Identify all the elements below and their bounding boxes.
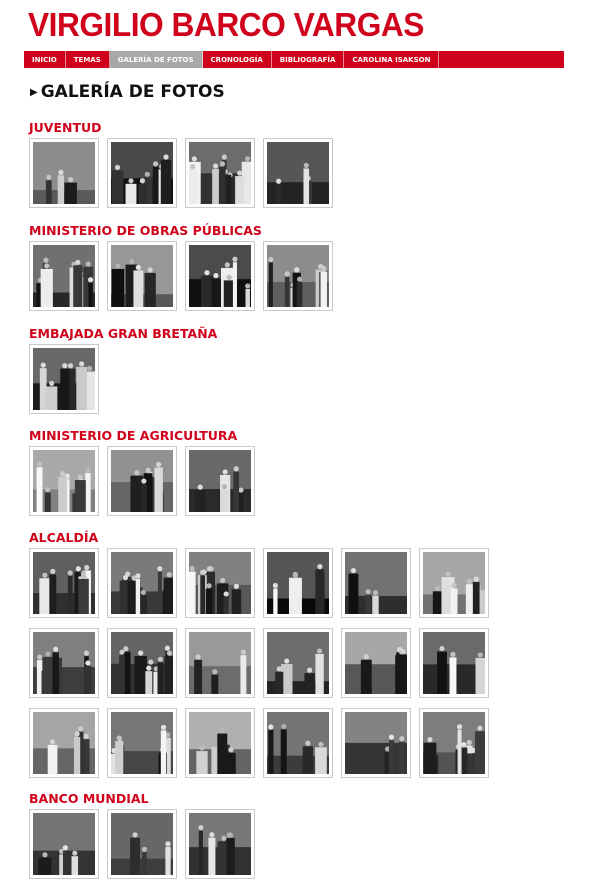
photo-image (267, 142, 329, 204)
photo-image (423, 552, 485, 614)
photo-image (267, 552, 329, 614)
photo-image (111, 813, 173, 875)
photo-thumbnail[interactable] (29, 628, 99, 698)
photo-image (33, 450, 95, 512)
photo-image (423, 712, 485, 774)
photo-thumbnail[interactable] (341, 628, 411, 698)
photo-image (33, 712, 95, 774)
photo-thumbnail[interactable] (185, 628, 255, 698)
photo-thumbnail[interactable] (419, 708, 489, 778)
photo-image (111, 712, 173, 774)
photo-thumbnail[interactable] (263, 241, 333, 311)
photo-image (33, 245, 95, 307)
photo-image (267, 712, 329, 774)
photo-image (345, 632, 407, 694)
nav-item-galeria[interactable]: GALERÍA DE FOTOS (110, 51, 203, 68)
nav-item-cronologia[interactable]: CRONOLOGÍA (203, 51, 272, 68)
nav-item-inicio[interactable]: INICIO (24, 51, 66, 68)
photo-thumbnail[interactable] (29, 708, 99, 778)
photo-thumbnail[interactable] (107, 708, 177, 778)
photo-image (111, 142, 173, 204)
photo-thumbnail[interactable] (29, 446, 99, 516)
photo-thumbnail[interactable] (29, 809, 99, 879)
photo-image (111, 632, 173, 694)
photo-image (189, 632, 251, 694)
section-title-obras-publicas: MINISTERIO DE OBRAS PÚBLICAS (29, 223, 262, 238)
photo-thumbnail[interactable] (185, 708, 255, 778)
photo-image (189, 142, 251, 204)
photo-image (33, 632, 95, 694)
photo-thumbnail[interactable] (185, 241, 255, 311)
photo-thumbnail[interactable] (185, 446, 255, 516)
photo-thumbnail[interactable] (107, 241, 177, 311)
triangle-right-icon: ▶ (30, 86, 38, 98)
photo-thumbnail[interactable] (29, 548, 99, 618)
main-navigation (24, 51, 564, 68)
nav-item-carolina-isakson[interactable]: CAROLINA ISAKSON (344, 51, 439, 68)
nav-item-temas[interactable]: TEMAS (66, 51, 110, 68)
nav-item-bibliografia[interactable]: BIBLIOGRAFÍA (272, 51, 345, 68)
page-heading-text: GALERÍA DE FOTOS (40, 82, 225, 102)
photo-image (33, 348, 95, 410)
photo-image (189, 450, 251, 512)
photo-thumbnail[interactable] (29, 138, 99, 208)
photo-thumbnail[interactable] (419, 628, 489, 698)
photo-thumbnail[interactable] (107, 628, 177, 698)
photo-image (345, 552, 407, 614)
photo-thumbnail[interactable] (185, 548, 255, 618)
page-heading (30, 82, 225, 102)
photo-thumbnail[interactable] (107, 446, 177, 516)
photo-thumbnail[interactable] (107, 809, 177, 879)
photo-thumbnail[interactable] (29, 344, 99, 414)
photo-image (33, 142, 95, 204)
photo-image (423, 632, 485, 694)
photo-thumbnail[interactable] (29, 241, 99, 311)
photo-thumbnail[interactable] (263, 138, 333, 208)
photo-image (345, 712, 407, 774)
photo-thumbnail[interactable] (107, 548, 177, 618)
photo-image (189, 245, 251, 307)
photo-thumbnail[interactable] (419, 548, 489, 618)
photo-image (111, 552, 173, 614)
section-title-embajada: EMBAJADA GRAN BRETAÑA (29, 326, 218, 341)
section-title-agricultura: MINISTERIO DE AGRICULTURA (29, 428, 238, 443)
section-title-juventud: JUVENTUD (29, 120, 102, 135)
photo-image (111, 450, 173, 512)
photo-image (111, 245, 173, 307)
photo-thumbnail[interactable] (263, 708, 333, 778)
photo-thumbnail[interactable] (341, 548, 411, 618)
photo-thumbnail[interactable] (185, 809, 255, 879)
photo-thumbnail[interactable] (263, 548, 333, 618)
photo-image (189, 552, 251, 614)
photo-thumbnail[interactable] (263, 628, 333, 698)
site-title[interactable]: VIRGILIO BARCO VARGAS (28, 6, 424, 43)
photo-thumbnail[interactable] (341, 708, 411, 778)
photo-image (33, 552, 95, 614)
photo-thumbnail[interactable] (185, 138, 255, 208)
section-title-banco-mundial: BANCO MUNDIAL (29, 791, 149, 806)
photo-thumbnail[interactable] (107, 138, 177, 208)
photo-image (267, 632, 329, 694)
photo-image (33, 813, 95, 875)
photo-image (267, 245, 329, 307)
section-title-alcaldia: ALCALDÍA (29, 530, 99, 545)
photo-image (189, 712, 251, 774)
photo-image (189, 813, 251, 875)
